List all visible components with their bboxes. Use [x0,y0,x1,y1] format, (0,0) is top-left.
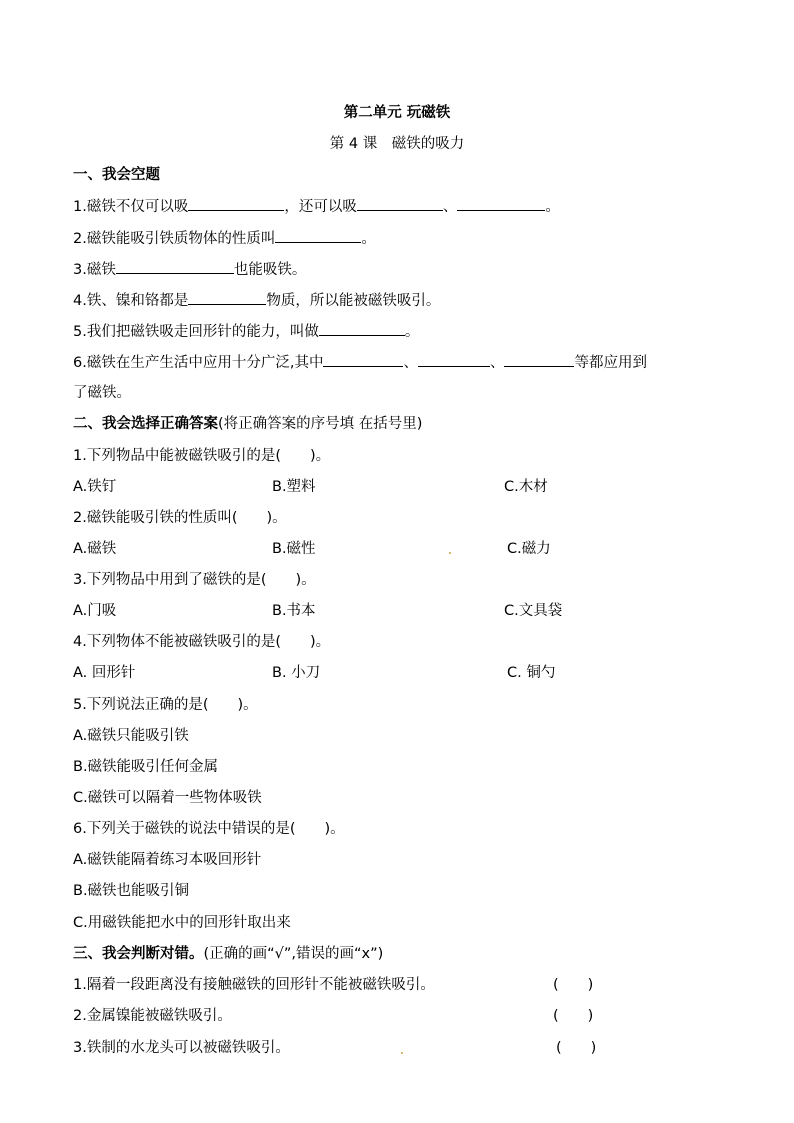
section3-heading-line [73,944,383,964]
stray-dot-1 [449,552,451,554]
choice-question-1: 1.下列物品中能被磁铁吸引的是( )。 [73,448,331,464]
q1-text-b: ，还可以吸 [284,199,357,215]
section3-note: (正确的画“√”,错误的画“x”) [203,946,384,962]
q6-text-d: 等都应用到 [574,355,647,371]
q4-text-a: 4.铁、镍和铬都是 [73,293,189,309]
q6-blank-1[interactable] [323,352,403,367]
lesson-title: 第 4 课 磁铁的吸力 [329,136,465,152]
judge-item-3-answer[interactable]: ( ) [556,1040,597,1056]
choice-question-5: 5.下列说法正确的是( )。 [73,697,258,713]
q5-option-c[interactable]: C.磁铁可以隔着一些物体吸铁 [73,790,262,806]
section2-heading-line [73,414,422,434]
q3-text-b: 也能吸铁。 [233,262,307,278]
q5-text-b: 。 [404,324,420,340]
q2-blank-1[interactable] [275,228,361,243]
q2-text-b: 。 [361,231,376,247]
judge-item-2: 2.金属镍能被磁铁吸引。 [73,1008,232,1024]
judge-item-2-answer[interactable]: ( ) [553,1008,594,1024]
unit-title: 第二单元 玩磁铁 [343,105,451,121]
fill-question-4 [73,290,440,311]
q1-option-b[interactable]: B.塑料 [272,479,316,495]
fill-question-3 [73,259,306,280]
q3-option-a[interactable]: A.门吸 [73,603,117,619]
judge-item-1: 1.隔着一段距离没有接触磁铁的回形针不能被磁铁吸引。 [73,977,435,993]
q3-option-c[interactable]: C.文具袋 [504,603,563,619]
q2-option-c[interactable]: C.磁力 [507,541,551,557]
q3-text-a: 3.磁铁 [73,262,116,278]
q1-blank-1[interactable] [188,196,284,211]
q6-blank-3[interactable] [504,352,574,367]
q2-option-a[interactable]: A.磁铁 [73,541,117,557]
q1-blank-3[interactable] [457,196,545,211]
q5-option-b[interactable]: B.磁铁能吸引任何金属 [73,759,219,775]
q1-text-c: 、 [442,199,458,215]
q4-option-b[interactable]: B. 小刀 [272,665,321,681]
q4-option-c[interactable]: C. 铜勺 [507,665,556,681]
q1-option-a[interactable]: A.铁钉 [73,479,117,495]
choice-question-6: 6.下列关于磁铁的说法中错误的是( )。 [73,821,345,837]
q6-text-c: 、 [489,355,505,371]
q5-option-a[interactable]: A.磁铁只能吸引铁 [73,728,189,744]
section3-heading: 三、我会判断对错。 [73,946,204,962]
fill-question-1 [73,196,560,217]
section1-heading: 一、我会空题 [73,167,160,183]
judge-item-3: 3.铁制的水龙头可以被磁铁吸引。 [73,1040,290,1056]
section2-note: (将正确答案的序号填 在括号里) [218,416,423,432]
q1-text-d: 。 [545,199,560,215]
fill-question-5 [73,321,419,342]
q3-option-b[interactable]: B.书本 [272,603,316,619]
q5-text-a: 5.我们把磁铁吸走回形针的能力，叫做 [73,324,319,340]
q6-option-a[interactable]: A.磁铁能隔着练习本吸回形针 [73,852,262,868]
q1-text-a: 1.磁铁不仅可以吸 [73,199,189,215]
q6-text-a: 6.磁铁在生产生活中应用十分广泛,其中 [73,355,324,371]
fill-question-6-cont: 了磁铁。 [73,385,131,401]
q4-text-b: 物质，所以能被磁铁吸引。 [266,293,441,309]
q4-blank-1[interactable] [188,290,266,305]
q5-blank-1[interactable] [319,321,405,336]
q2-text-a: 2.磁铁能吸引铁质物体的性质叫 [73,231,276,247]
q1-blank-2[interactable] [357,196,443,211]
q6-option-b[interactable]: B.磁铁也能吸引铜 [73,883,190,899]
choice-question-3: 3.下列物品中用到了磁铁的是( )。 [73,572,316,588]
choice-question-4: 4.下列物体不能被磁铁吸引的是( )。 [73,634,331,650]
section2-heading: 二、我会选择正确答案 [73,416,218,432]
q6-option-c[interactable]: C.用磁铁能把水中的回形针取出来 [73,915,291,931]
fill-question-2 [73,228,376,249]
q3-blank-1[interactable] [116,259,234,274]
q4-option-a[interactable]: A. 回形针 [73,665,136,681]
q1-option-c[interactable]: C.木材 [504,479,548,495]
choice-question-2: 2.磁铁能吸引铁的性质叫( )。 [73,510,287,526]
q2-option-b[interactable]: B.磁性 [272,541,316,557]
fill-question-6 [73,352,647,373]
judge-item-1-answer[interactable]: ( ) [553,977,594,993]
q6-blank-2[interactable] [418,352,490,367]
q6-text-b: 、 [403,355,418,371]
stray-dot-2 [401,1052,403,1054]
